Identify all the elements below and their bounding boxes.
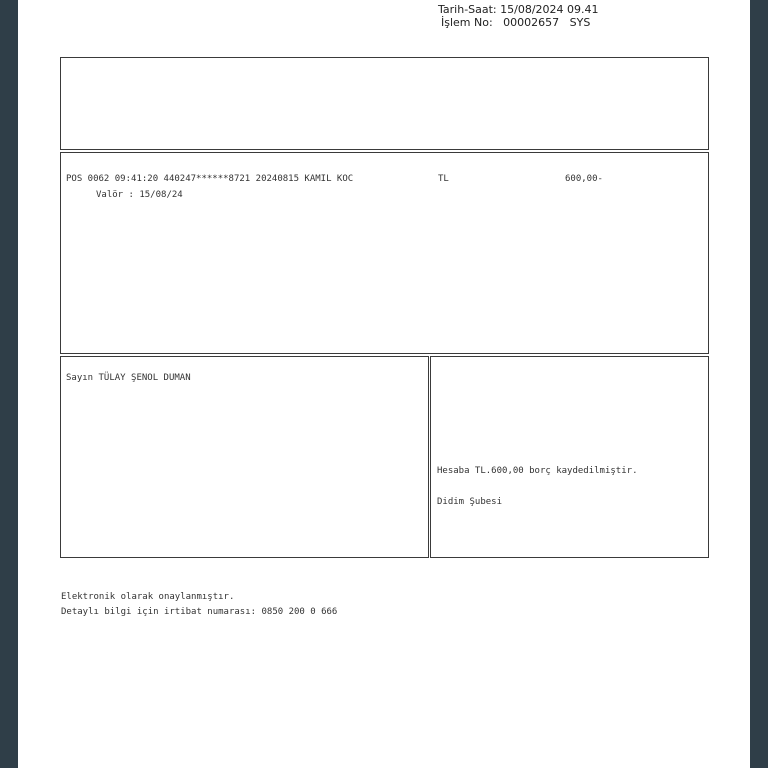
document-page bbox=[18, 0, 750, 768]
transaction-currency: TL bbox=[438, 174, 449, 184]
datetime-header: Tarih-Saat: 15/08/2024 09.41 bbox=[438, 3, 599, 16]
transaction-number-header: İşlem No: 00002657 SYS bbox=[441, 16, 591, 29]
footer-contact: Detaylı bilgi için irtibat numarası: 0850 200 0 666 bbox=[61, 607, 338, 617]
recipient-salutation: Sayın TÜLAY ŞENOL DUMAN bbox=[66, 373, 191, 383]
notice-box bbox=[430, 356, 709, 558]
branch-name: Didim Şubesi bbox=[437, 497, 503, 507]
recipient-box bbox=[60, 356, 429, 558]
transaction-row: POS 0062 09:41:20 440247******8721 20240815 KAMIL KOC bbox=[66, 174, 354, 184]
value-date: Valör : 15/08/24 bbox=[96, 190, 183, 200]
transaction-amount: 600,00- bbox=[565, 174, 603, 184]
debit-notice: Hesaba TL.600,00 borç kaydedilmiştir. bbox=[437, 466, 638, 476]
top-empty-box bbox=[60, 57, 709, 150]
transaction-box bbox=[60, 152, 709, 354]
footer-approval: Elektronik olarak onaylanmıştır. bbox=[61, 592, 235, 602]
